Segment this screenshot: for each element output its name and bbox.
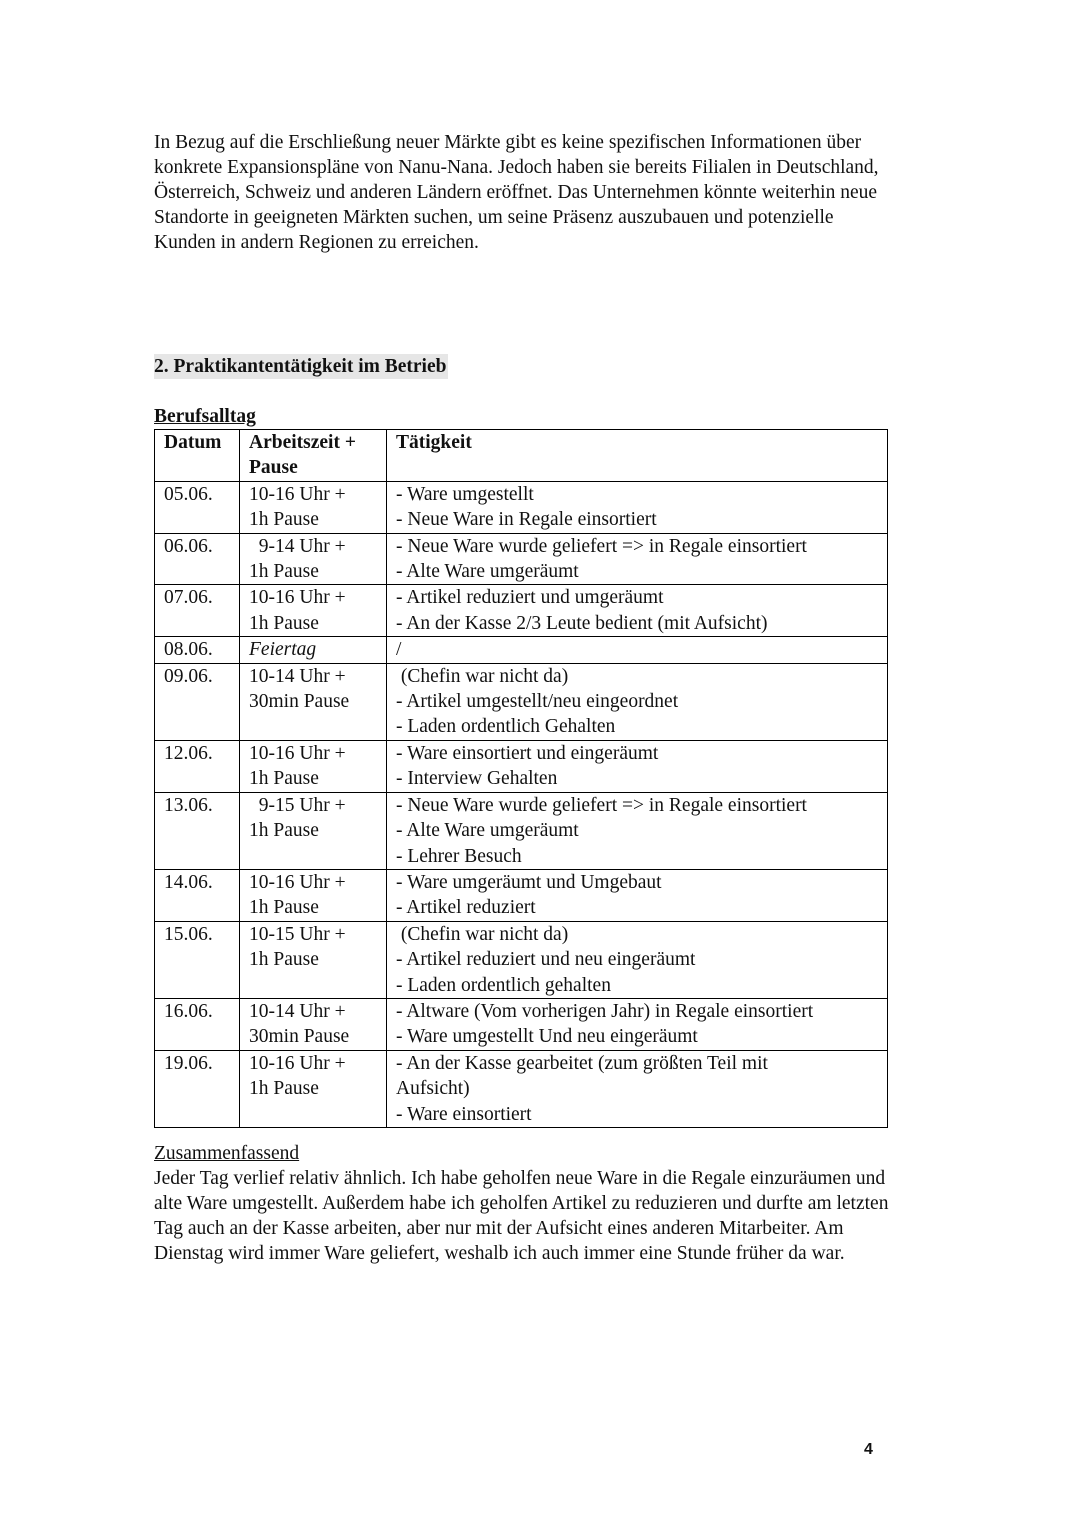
task-line: - Ware umgestellt: [396, 483, 534, 505]
task-line: - Interview Gehalten: [396, 768, 558, 790]
task-line: - An der Kasse gearbeitet (zum größten Teil mit: [396, 1052, 768, 1074]
cell-task: [387, 869, 888, 921]
task-line: (Chefin war nicht da): [396, 923, 569, 945]
task-line: - Lehrer Besuch: [396, 845, 522, 867]
page-content: [154, 130, 894, 1264]
cell-time-line1: 10-16 Uhr +: [249, 483, 346, 505]
cell-date: 16.06.: [155, 998, 240, 1050]
cell-task: [387, 481, 888, 533]
intro-paragraph: In Bezug auf die Erschließung neuer Märkte gibt es keine spezifischen Informationen über konkrete Expansionspläne von Nanu-Nana. Jedoch haben sie bereits Filialen in Deutschland, Österreich, Schweiz und anderen Ländern eröffnet. Das Unternehmen könnte weiterhin neue Standorte in geeigneten Märkten suchen, um seine Präsenz auszubauen und potenzielle Kunden in andern Regionen zu erreichen.: [154, 132, 879, 253]
cell-time: [240, 1050, 387, 1127]
cell-time: [240, 585, 387, 637]
schedule-table: [154, 429, 888, 1128]
task-line: - Artikel umgestellt/neu eingeordnet: [396, 691, 679, 713]
cell-task: [387, 921, 888, 998]
task-line: - Artikel reduziert und umgeräumt: [396, 587, 664, 609]
cell-time-line1: 10-15 Uhr +: [249, 923, 346, 945]
task-line: (Chefin war nicht da): [396, 665, 569, 687]
header-task: Tätigkeit: [387, 430, 888, 482]
cell-time-line1: 10-16 Uhr +: [249, 742, 346, 764]
task-line: - An der Kasse 2/3 Leute bedient (mit Aufsicht): [396, 612, 768, 634]
task-line: - Laden ordentlich Gehalten: [396, 716, 616, 738]
task-line: - Artikel reduziert: [396, 897, 536, 919]
table-row: [155, 740, 888, 792]
cell-date: 09.06.: [155, 663, 240, 740]
cell-time: [240, 869, 387, 921]
section-heading: 2. Praktikantentätigkeit im Betrieb: [154, 356, 447, 377]
table-row: [155, 663, 888, 740]
cell-time-line1: Feiertag: [249, 639, 317, 661]
header-time-line1: Arbeitszeit +: [249, 432, 356, 453]
task-line: - Altware (Vom vorherigen Jahr) in Regale einsortiert: [396, 1000, 814, 1022]
cell-time-line2: 1h Pause: [249, 897, 319, 919]
table-row: [155, 585, 888, 637]
cell-time: [240, 637, 387, 663]
table-row: [155, 1050, 888, 1127]
table-row: [155, 998, 888, 1050]
cell-time-line2: 1h Pause: [249, 561, 319, 583]
page-number: 4: [864, 1441, 873, 1458]
header-time-line2: Pause: [249, 457, 298, 479]
cell-time-line1: 9-14 Uhr +: [249, 535, 346, 557]
subheading-berufsalltag: Berufsalltag: [154, 406, 256, 427]
task-line: - Alte Ware umgeräumt: [396, 820, 579, 842]
table-row: [155, 869, 888, 921]
cell-task: [387, 663, 888, 740]
cell-time: [240, 921, 387, 998]
header-time: [240, 430, 387, 482]
task-line: - Laden ordentlich gehalten: [396, 974, 611, 996]
cell-task: [387, 1050, 888, 1127]
table-row: [155, 481, 888, 533]
cell-time-line1: 10-16 Uhr +: [249, 587, 346, 609]
cell-date: 07.06.: [155, 585, 240, 637]
task-line: - Ware umgeräumt und Umgebaut: [396, 871, 662, 893]
cell-time-line1: 9-15 Uhr +: [249, 794, 346, 816]
task-line: - Neue Ware in Regale einsortiert: [396, 509, 657, 531]
table-row: [155, 921, 888, 998]
task-line: - Ware umgestellt Und neu eingeräumt: [396, 1026, 698, 1048]
cell-time-line1: 10-14 Uhr +: [249, 1000, 346, 1022]
cell-time: [240, 663, 387, 740]
cell-task: [387, 585, 888, 637]
cell-date: 15.06.: [155, 921, 240, 998]
table-header-row: [155, 430, 888, 482]
task-line: Aufsicht): [396, 1078, 470, 1100]
cell-time-line1: 10-16 Uhr +: [249, 1052, 346, 1074]
cell-date: 08.06.: [155, 637, 240, 663]
table-row: [155, 533, 888, 585]
cell-date: 12.06.: [155, 740, 240, 792]
cell-time: [240, 998, 387, 1050]
cell-time-line2: 1h Pause: [249, 509, 319, 531]
cell-task: [387, 740, 888, 792]
cell-time: [240, 481, 387, 533]
cell-time-line2: 30min Pause: [249, 691, 350, 713]
task-line: - Ware einsortiert und eingeräumt: [396, 742, 659, 764]
cell-task: [387, 792, 888, 869]
header-date: Datum: [155, 430, 240, 482]
cell-time-line2: 1h Pause: [249, 820, 319, 842]
summary-text: Jeder Tag verlief relativ ähnlich. Ich habe geholfen neue Ware in die Regale einzuräumen und alte Ware umgestellt. Außerdem habe ich geholfen Artikel zu reduzieren und durfte am letzten Tag auch an der Kasse arbeiten, aber nur mit der Aufsicht eines anderen Mitarbeiter. Am Dienstag wird immer Ware geliefert, weshalb ich auch immer eine Stunde früher da war.: [154, 1168, 889, 1264]
cell-time: [240, 792, 387, 869]
cell-date: 13.06.: [155, 792, 240, 869]
cell-task: [387, 637, 888, 663]
task-line: - Artikel reduziert und neu eingeräumt: [396, 949, 696, 971]
cell-time-line2: 1h Pause: [249, 1078, 319, 1100]
cell-date: 14.06.: [155, 869, 240, 921]
task-line: - Neue Ware wurde geliefert => in Regale einsortiert: [396, 535, 807, 557]
cell-time-line2: 1h Pause: [249, 949, 319, 971]
task-line: - Alte Ware umgeräumt: [396, 561, 579, 583]
cell-time-line2: 1h Pause: [249, 768, 319, 790]
cell-time-line2: 1h Pause: [249, 612, 319, 634]
cell-time-line1: 10-14 Uhr +: [249, 665, 346, 687]
schedule-body: [155, 481, 888, 1127]
task-line: /: [396, 639, 402, 661]
cell-date: 06.06.: [155, 533, 240, 585]
cell-time-line2: 30min Pause: [249, 1026, 350, 1048]
cell-task: [387, 533, 888, 585]
cell-task: [387, 998, 888, 1050]
table-row: [155, 637, 888, 663]
cell-date: 19.06.: [155, 1050, 240, 1127]
cell-time: [240, 533, 387, 585]
cell-time: [240, 740, 387, 792]
table-row: [155, 792, 888, 869]
summary-title: Zusammenfassend: [154, 1143, 300, 1164]
cell-date: 05.06.: [155, 481, 240, 533]
summary-block: [154, 1141, 894, 1266]
task-line: - Ware einsortiert: [396, 1103, 532, 1125]
cell-time-line1: 10-16 Uhr +: [249, 871, 346, 893]
task-line: - Neue Ware wurde geliefert => in Regale einsortiert: [396, 794, 807, 816]
